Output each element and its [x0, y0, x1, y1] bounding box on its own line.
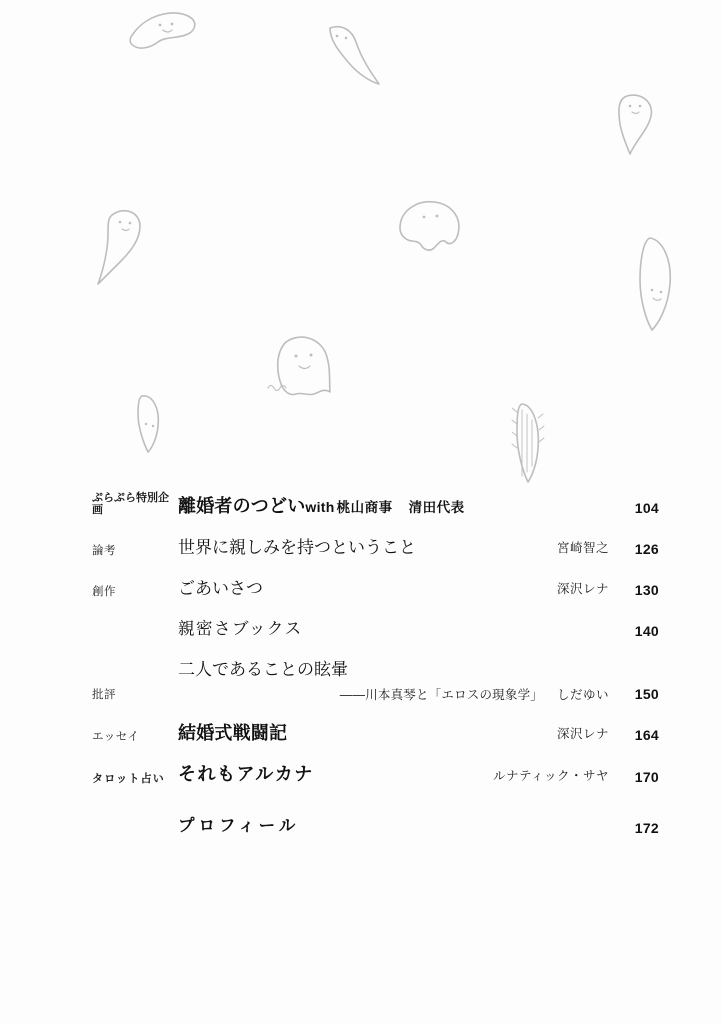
toc-title-wrap	[178, 660, 619, 702]
toc-category: 論考	[92, 544, 116, 557]
toc-page-number: 126	[634, 541, 659, 558]
toc-title-wrap	[178, 723, 557, 745]
toc-entry[interactable]	[0, 492, 721, 517]
toc-author	[609, 638, 619, 640]
toc-title-line	[178, 660, 619, 680]
toc-title-wrap	[178, 538, 557, 558]
toc-page-number: 172	[634, 819, 659, 836]
toc-entry[interactable]	[0, 660, 721, 702]
toc-entry[interactable]	[0, 537, 721, 558]
toc-title: 結婚式戦闘記	[178, 722, 288, 743]
toc-title: それもアルカナ	[178, 764, 314, 785]
toc-title: 親密さブックス	[178, 620, 303, 639]
toc-subtitle: ——川本真琴と「エロスの現象学」	[339, 687, 543, 702]
toc-entry[interactable]	[0, 764, 721, 786]
toc-page-number: 130	[634, 582, 659, 599]
toc-author: 深沢レナ	[556, 582, 609, 597]
toc-page-number: 140	[634, 623, 659, 640]
toc-category: ぷらぷら特別企画	[92, 492, 169, 517]
toc-title: 世界に親しみを持つということ	[178, 537, 416, 557]
toc-subtitle-line	[178, 681, 619, 703]
toc-title-wrap	[178, 496, 619, 518]
toc-title: 二人であることの眩暈	[178, 660, 348, 680]
toc-with-name: 桃山商事	[336, 499, 393, 515]
toc-title-text: 離婚者のつどい	[178, 495, 306, 516]
toc-title	[178, 496, 619, 518]
toc-author	[609, 835, 619, 837]
toc-entry[interactable]	[0, 816, 721, 837]
toc-title-wrap	[178, 620, 609, 640]
toc-page-number: 104	[634, 500, 659, 517]
toc-author: ルナティック・サヤ	[492, 768, 609, 783]
toc-with-label: with	[305, 498, 335, 515]
toc-category	[92, 836, 178, 837]
toc-category: タロット占い	[92, 772, 165, 785]
toc-author: 深沢レナ	[556, 727, 609, 742]
toc-author: 宮崎智之	[556, 541, 609, 556]
toc-title-wrap	[178, 764, 493, 786]
table-of-contents	[0, 492, 721, 857]
toc-category: 批評	[92, 688, 116, 701]
toc-page-number: 150	[634, 685, 659, 702]
toc-title-wrap	[178, 817, 609, 837]
toc-category: エッセイ	[92, 730, 140, 743]
toc-page-number: 164	[634, 727, 659, 744]
toc-page-number: 170	[634, 768, 659, 785]
toc-entry[interactable]	[0, 619, 721, 640]
toc-entry[interactable]	[0, 723, 721, 745]
toc-title: ごあいさつ	[178, 578, 263, 598]
toc-category: 創作	[92, 585, 116, 598]
toc-author: しだゆい	[556, 687, 609, 702]
toc-entry[interactable]	[0, 578, 721, 599]
toc-category	[92, 639, 178, 640]
toc-title-wrap	[178, 579, 557, 599]
toc-title: プロフィール	[178, 816, 300, 835]
toc-representative: 清田代表	[408, 499, 465, 515]
